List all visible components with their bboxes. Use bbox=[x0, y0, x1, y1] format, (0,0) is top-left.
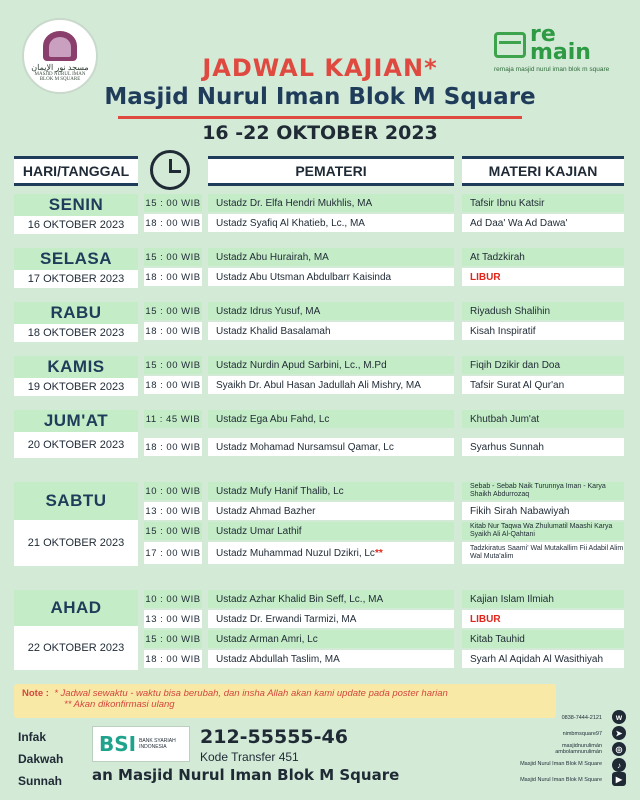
youtube-icon: ▶ bbox=[612, 772, 626, 786]
remain-tagline: remaja masjid nurul iman blok m square bbox=[494, 66, 610, 73]
speaker-name: Ustadz Mohamad Nursamsul Qamar, Lc bbox=[216, 441, 394, 453]
title-underline bbox=[118, 116, 522, 119]
clock-icon bbox=[150, 150, 190, 190]
session-time: 18 : 00 WIB bbox=[144, 214, 202, 232]
page-subtitle: Masjid Nurul Iman Blok M Square bbox=[104, 84, 536, 110]
session-topic: Syarh Al Aqidah Al Wasithiyah bbox=[462, 650, 624, 668]
date-range: 16 -22 OKTOBER 2023 bbox=[202, 122, 438, 144]
logo-subtitle-2: BLOK M SQUARE bbox=[39, 76, 81, 82]
day-date: 19 OKTOBER 2023 bbox=[27, 381, 125, 393]
session-speaker bbox=[208, 214, 454, 232]
session-topic: Riyadush Shalihin bbox=[462, 302, 624, 320]
session-time: 10 : 00 WIB bbox=[144, 590, 202, 608]
speaker-name: Ustadz Ahmad Bazher bbox=[216, 505, 316, 517]
bank-logo bbox=[92, 726, 190, 762]
speaker-name: Ustadz Dr. Elfa Hendri Mukhlis, MA bbox=[216, 197, 373, 209]
speaker-name: Ustadz Nurdin Apud Sarbini, Lc., M.Pd bbox=[216, 359, 387, 371]
day-name: SELASA bbox=[14, 248, 138, 270]
logo-arabic-text: مسجد نور الإيمان bbox=[31, 62, 89, 72]
remain-wordmark: re main bbox=[530, 22, 591, 65]
session-topic: Ad Daa' Wa Ad Dawa' bbox=[462, 214, 624, 232]
whatsapp-contact: 0838-7444-2121 bbox=[561, 715, 602, 721]
day-cell bbox=[14, 302, 138, 342]
speaker-name: Ustadz Ega Abu Fahd, Lc bbox=[216, 413, 330, 425]
session-topic: Fikih Sirah Nabawiyah bbox=[462, 502, 624, 520]
session-speaker bbox=[208, 376, 454, 394]
note-box bbox=[14, 684, 556, 718]
speaker-name: Ustadz Idrus Yusuf, MA bbox=[216, 305, 321, 317]
session-topic: At Tadzkirah bbox=[462, 248, 624, 266]
session-time: 18 : 00 WIB bbox=[144, 650, 202, 668]
speaker-name: Ustadz Khalid Basalamah bbox=[216, 325, 331, 337]
telegram-contact: nimbmsquare97 bbox=[562, 731, 602, 737]
speaker-name: Ustadz Mufy Hanif Thalib, Lc bbox=[216, 485, 344, 497]
session-speaker bbox=[208, 542, 454, 564]
session-speaker bbox=[208, 194, 454, 212]
session-speaker bbox=[208, 482, 454, 500]
session-topic: Kitab Nur Taqwa Wa Zhulumatil Maashi Karya Syaikh Ali Al-Qahtani bbox=[462, 522, 624, 540]
day-date: 16 OKTOBER 2023 bbox=[27, 219, 125, 231]
session-topic: Kitab Tauhid bbox=[462, 630, 624, 648]
speaker-name: Ustadz Abu Utsman Abdulbarr Kaisinda bbox=[216, 271, 392, 283]
session-speaker bbox=[208, 322, 454, 340]
speaker-mark: ** bbox=[374, 547, 383, 559]
speaker-name: Ustadz Azhar Khalid Bin Seff, Lc., MA bbox=[216, 593, 384, 605]
session-time: 15 : 00 WIB bbox=[144, 302, 202, 320]
note-label: Note : bbox=[22, 688, 49, 699]
day-date: 22 OKTOBER 2023 bbox=[27, 642, 125, 654]
session-time: 15 : 00 WIB bbox=[144, 248, 202, 266]
session-time: 13 : 00 WIB bbox=[144, 502, 202, 520]
day-name: JUM'AT bbox=[14, 410, 138, 432]
column-header-day: HARI/TANGGAL bbox=[14, 156, 138, 186]
session-time: 15 : 00 WIB bbox=[144, 522, 202, 540]
session-topic: Khutbah Jum'at bbox=[462, 410, 624, 428]
day-cell bbox=[14, 482, 138, 566]
day-date: 21 OKTOBER 2023 bbox=[27, 537, 125, 549]
session-speaker bbox=[208, 590, 454, 608]
session-speaker bbox=[208, 630, 454, 648]
session-topic: LIBUR bbox=[462, 610, 624, 628]
tiktok-icon: ♪ bbox=[612, 758, 626, 772]
speaker-name: Ustadz Umar Lathif bbox=[216, 525, 302, 537]
day-cell bbox=[14, 194, 138, 234]
day-name: KAMIS bbox=[14, 356, 138, 378]
speaker-name: Syaikh Dr. Abul Hasan Jadullah Ali Mishry, MA bbox=[216, 379, 421, 391]
session-topic: Tadzkiratus Saami' Wal Mutakallim Fii Adabil Alim Wal Muta'alim bbox=[462, 542, 624, 564]
session-topic: Tafsir Ibnu Katsir bbox=[462, 194, 624, 212]
session-speaker bbox=[208, 410, 454, 428]
speaker-name: Ustadz Abu Hurairah, MA bbox=[216, 251, 329, 263]
session-topic: Kisah Inspiratif bbox=[462, 322, 624, 340]
day-name: SABTU bbox=[14, 482, 138, 520]
session-topic: Syarhus Sunnah bbox=[462, 438, 624, 456]
day-name: RABU bbox=[14, 302, 138, 324]
session-time: 15 : 00 WIB bbox=[144, 356, 202, 374]
session-speaker bbox=[208, 248, 454, 266]
session-topic: Tafsir Surat Al Qur'an bbox=[462, 376, 624, 394]
day-name: AHAD bbox=[14, 590, 138, 626]
session-time: 18 : 00 WIB bbox=[144, 376, 202, 394]
session-time: 15 : 00 WIB bbox=[144, 630, 202, 648]
instagram-icon: ◎ bbox=[612, 742, 626, 756]
session-speaker bbox=[208, 650, 454, 668]
tiktok-contact: Masjid Nurul Iman Blok M Square bbox=[520, 761, 602, 767]
column-header-topic: MATERI KAJIAN bbox=[462, 156, 624, 186]
account-name: an Masjid Nurul Iman Blok M Square bbox=[92, 766, 400, 784]
session-speaker bbox=[208, 610, 454, 628]
bank-mark: BSI bbox=[99, 732, 137, 756]
session-time: 18 : 00 WIB bbox=[144, 438, 202, 456]
session-time: 10 : 00 WIB bbox=[144, 482, 202, 500]
infak-label: Infak Dakwah Sunnah bbox=[18, 730, 64, 788]
day-cell bbox=[14, 410, 138, 458]
speaker-name: Ustadz Syafiq Al Khatieb, Lc., MA bbox=[216, 217, 365, 229]
session-speaker bbox=[208, 522, 454, 540]
account-number: 212-55555-46 bbox=[200, 726, 348, 748]
session-time: 13 : 00 WIB bbox=[144, 610, 202, 628]
session-speaker bbox=[208, 268, 454, 286]
session-speaker bbox=[208, 302, 454, 320]
day-date: 20 OKTOBER 2023 bbox=[27, 439, 125, 451]
speaker-name: Ustadz Arman Amri, Lc bbox=[216, 633, 318, 645]
session-time: 11 : 45 WIB bbox=[144, 410, 202, 428]
telegram-icon: ➤ bbox=[612, 726, 626, 740]
whatsapp-icon: w bbox=[612, 710, 626, 724]
transfer-code: Kode Transfer 451 bbox=[200, 750, 299, 764]
speaker-name: Ustadz Abdullah Taslim, MA bbox=[216, 653, 340, 665]
session-topic: Sebab - Sebab Naik Turunnya Iman - Karya Shaikh Abdurrozaq bbox=[462, 482, 624, 500]
session-speaker bbox=[208, 502, 454, 520]
column-header-speaker: PEMATERI bbox=[208, 156, 454, 186]
day-date: 18 OKTOBER 2023 bbox=[27, 327, 125, 339]
speaker-name: Ustadz Dr. Erwandi Tarmizi, MA bbox=[216, 613, 357, 625]
session-time: 15 : 00 WIB bbox=[144, 194, 202, 212]
day-name: SENIN bbox=[14, 194, 138, 216]
youtube-contact: Masjid Nurul Iman Blok M Square bbox=[520, 777, 602, 783]
session-speaker bbox=[208, 356, 454, 374]
bank-name: BANK SYARIAH INDONESIA bbox=[139, 738, 176, 750]
session-topic: Kajian Islam Ilmiah bbox=[462, 590, 624, 608]
speaker-name: Ustadz Muhammad Nuzul Dzikri, Lc bbox=[216, 547, 375, 559]
note-line-1: * Jadwal sewaktu - waktu bisa berubah, dan insha Allah akan kami update pada poster harian bbox=[54, 688, 448, 699]
session-topic: LIBUR bbox=[462, 268, 624, 286]
session-time: 17 : 00 WIB bbox=[144, 542, 202, 564]
session-topic: Fiqih Dzikir dan Doa bbox=[462, 356, 624, 374]
day-cell bbox=[14, 356, 138, 396]
note-line-2: ** Akan dikonfirmasi ulang bbox=[64, 699, 175, 710]
day-date: 17 OKTOBER 2023 bbox=[27, 273, 125, 285]
session-speaker bbox=[208, 438, 454, 456]
page-title: JADWAL KAJIAN* bbox=[202, 54, 438, 82]
logo-subtitle: MASJID NURUL IMAN bbox=[34, 71, 86, 77]
day-cell bbox=[14, 590, 138, 670]
day-cell bbox=[14, 248, 138, 288]
instagram-contact: masjidnurulimán ambolamnurulimán bbox=[555, 743, 602, 755]
session-time: 18 : 00 WIB bbox=[144, 268, 202, 286]
session-time: 18 : 00 WIB bbox=[144, 322, 202, 340]
